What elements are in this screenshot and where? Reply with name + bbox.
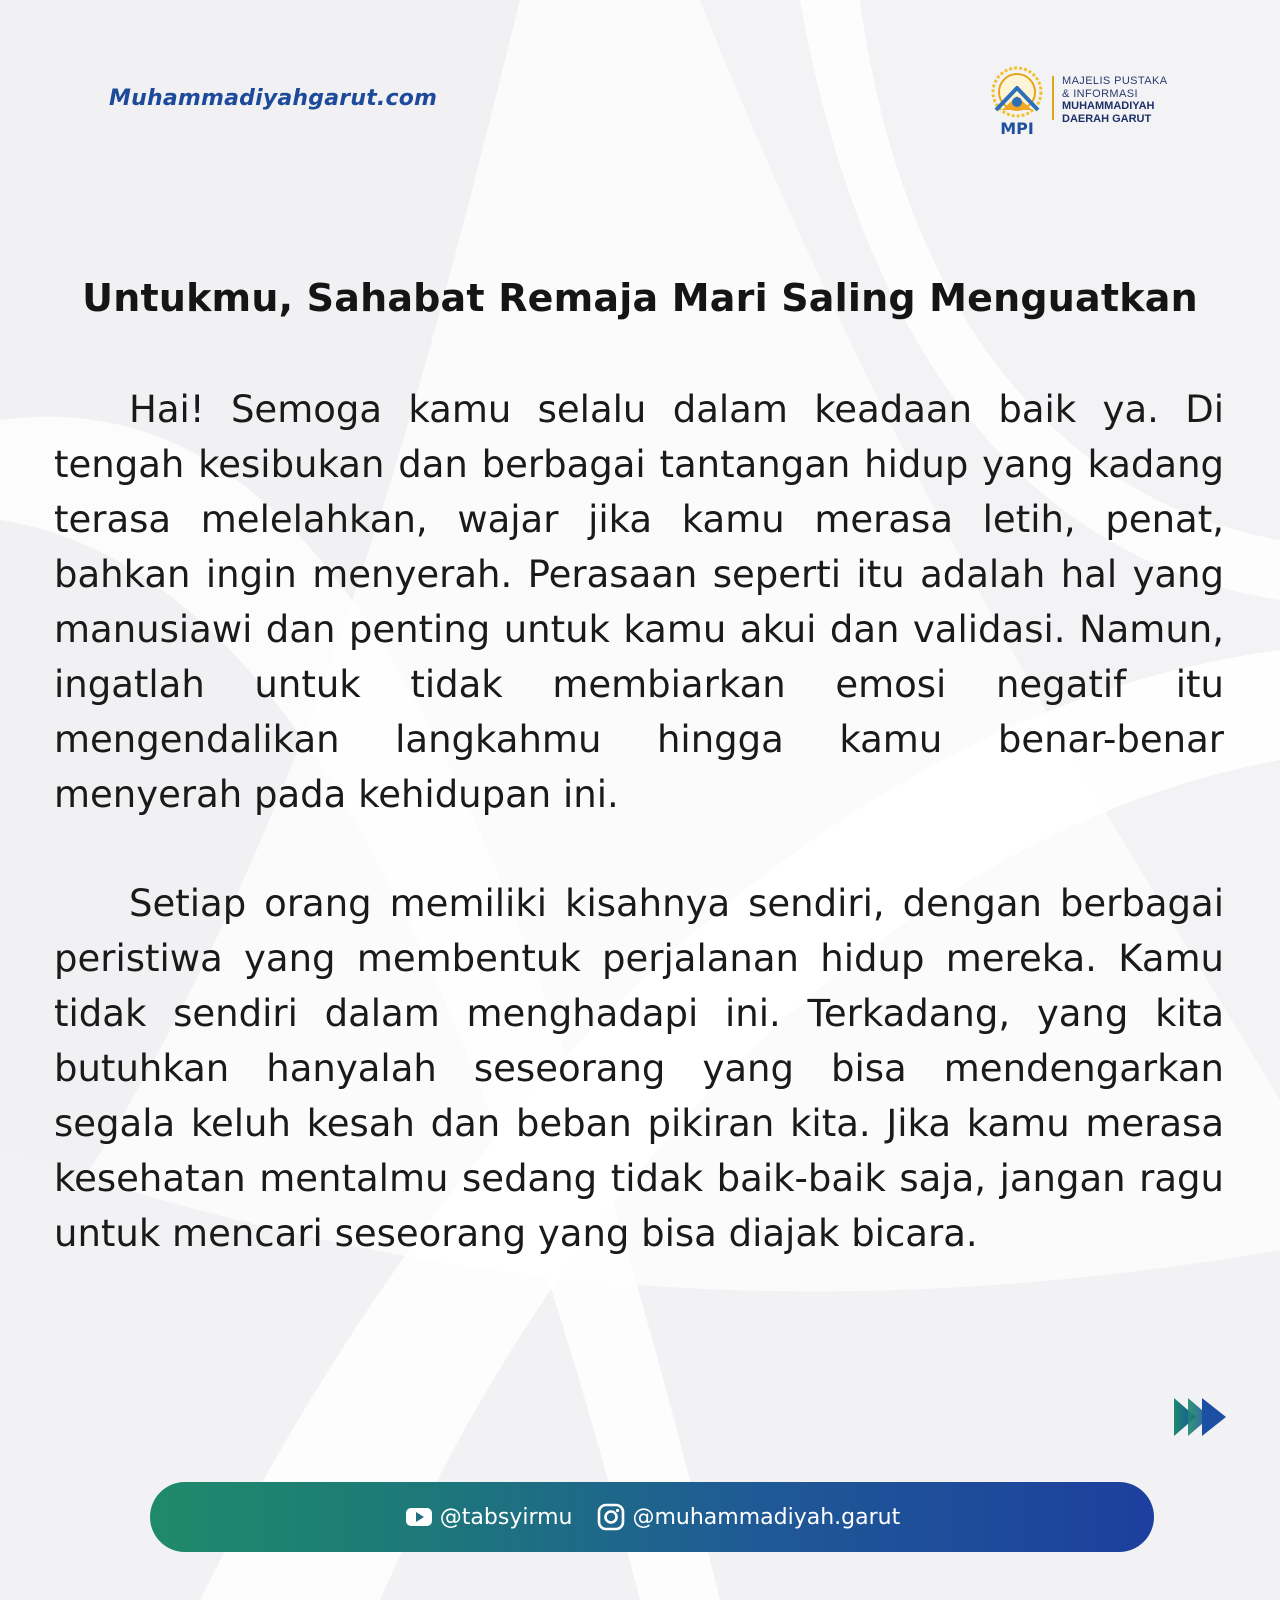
- site-url[interactable]: Muhammadiyahgarut.com: [109, 86, 438, 111]
- instagram-icon: [596, 1502, 626, 1532]
- brand-line-4: DAERAH GARUT: [1062, 112, 1152, 125]
- article-paragraph-2: Setiap orang memiliki kisahnya sendiri, dengan berbagai peristiwa yang membentuk perjalanan hidup mereka. Kamu tidak sendiri dalam menghadapi ini. Terkadang, yang kita butuhkan hanyalah seseorang yang bisa mendengarkan segala keluh kesah dan beban pikiran kita. Jika kamu merasa kesehatan mentalmu sedang tidak baik-baik saja, jangan ragu untuk mencari seseorang yang bisa diajak bicara.: [54, 882, 1224, 1255]
- svg-text:MPI: MPI: [1000, 119, 1034, 138]
- mpi-logo-icon: [988, 66, 1046, 138]
- brand-text: [1062, 75, 1167, 125]
- youtube-handle: @tabsyirmu: [439, 1504, 573, 1530]
- double-chevron-right-icon[interactable]: [1174, 1398, 1226, 1436]
- brand-divider: [1052, 76, 1054, 120]
- article-paragraph-1: Hai! Semoga kamu selalu dalam keadaan baik ya. Di tengah kesibukan dan berbagai tantangan hidup yang kadang terasa melelahkan, wajar jika kamu merasa letih, penat, bahkan ingin menyerah. Perasaan seperti itu adalah hal yang manusiawi dan penting untuk kamu akui dan validasi. Namun, ingatlah untuk tidak membiarkan emosi negatif itu mengendalikan langkahmu hingga kamu benar-benar menyerah pada kehidupan ini.: [54, 388, 1224, 816]
- youtube-icon: [404, 1502, 434, 1532]
- youtube-link[interactable]: [404, 1502, 573, 1532]
- brand-logo: [988, 66, 1198, 138]
- brand-line-3: MUHAMMADIYAH: [1062, 100, 1155, 112]
- footer-social-bar: [150, 1482, 1154, 1552]
- brand-line-2: & INFORMASI: [1062, 87, 1138, 100]
- instagram-handle: @muhammadiyah.garut: [632, 1504, 901, 1530]
- brand-line-1: MAJELIS PUSTAKA: [1062, 75, 1168, 87]
- article-title: Untukmu, Sahabat Remaja Mari Saling Menguatkan: [82, 276, 1198, 320]
- instagram-link[interactable]: [596, 1502, 900, 1532]
